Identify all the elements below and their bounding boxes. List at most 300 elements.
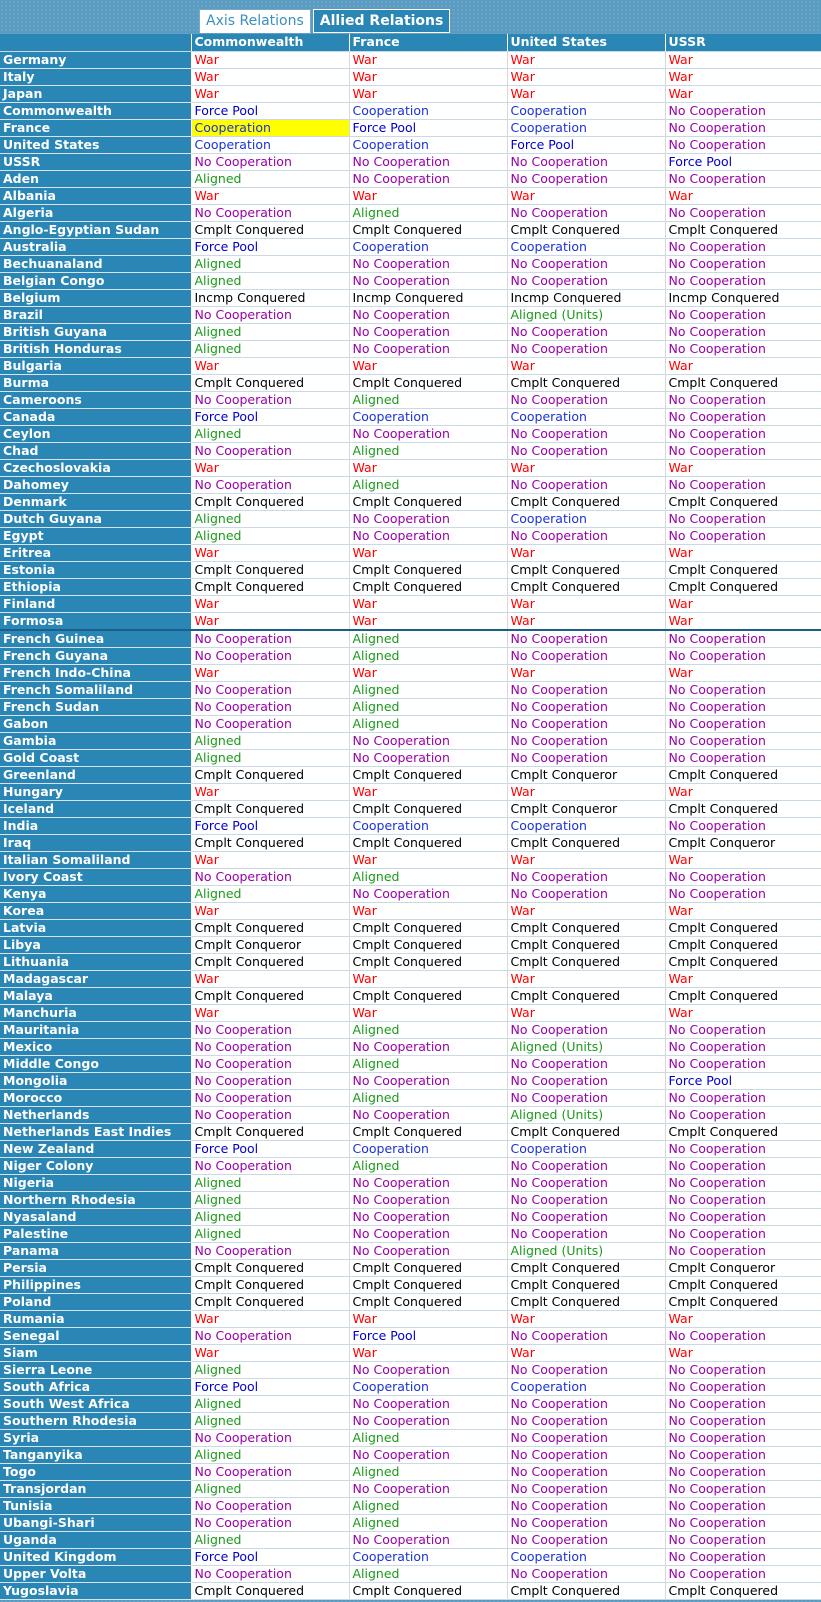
relation-cell[interactable]: No Cooperation [349,510,507,527]
relation-cell[interactable]: Cmplt Conquered [665,1582,821,1599]
relation-cell[interactable]: No Cooperation [665,323,821,340]
relation-cell[interactable]: No Cooperation [507,1191,665,1208]
relation-cell[interactable]: Cooperation [507,1378,665,1395]
relation-cell[interactable]: Cmplt Conquered [191,1276,349,1293]
relation-cell[interactable]: War [665,612,821,630]
relation-cell[interactable]: Cmplt Conquered [191,987,349,1004]
relation-cell[interactable]: No Cooperation [349,1480,507,1497]
relation-cell[interactable]: War [191,1344,349,1361]
relation-cell[interactable]: Aligned [191,527,349,544]
relation-cell[interactable]: Cmplt Conquered [191,578,349,595]
relation-cell[interactable]: Aligned [349,1021,507,1038]
relation-cell[interactable]: Aligned [191,255,349,272]
relation-cell[interactable]: Cooperation [349,102,507,119]
relation-cell[interactable]: Cmplt Conquered [191,800,349,817]
relation-cell[interactable]: No Cooperation [507,1463,665,1480]
relation-cell[interactable]: No Cooperation [349,323,507,340]
relation-cell[interactable]: War [349,1344,507,1361]
relation-cell[interactable]: Incmp Conquered [349,289,507,306]
relation-cell[interactable]: Aligned (Units) [507,1038,665,1055]
relation-cell[interactable]: Cmplt Conquered [191,221,349,238]
relation-cell[interactable]: War [665,902,821,919]
relation-cell[interactable]: No Cooperation [665,1446,821,1463]
relation-cell[interactable]: Force Pool [191,1140,349,1157]
relation-cell[interactable]: Cmplt Conquered [507,1123,665,1140]
relation-cell[interactable]: No Cooperation [349,1174,507,1191]
header-commonwealth[interactable]: Commonwealth [191,34,349,51]
relation-cell[interactable]: No Cooperation [665,1021,821,1038]
relation-cell[interactable]: Cmplt Conquered [191,1123,349,1140]
relation-cell[interactable]: No Cooperation [665,170,821,187]
relation-cell[interactable]: No Cooperation [349,170,507,187]
relation-cell[interactable]: No Cooperation [349,425,507,442]
relation-cell[interactable]: No Cooperation [665,1378,821,1395]
relation-cell[interactable]: Cmplt Conquered [507,953,665,970]
relation-cell[interactable]: No Cooperation [665,408,821,425]
relation-cell[interactable]: No Cooperation [665,1055,821,1072]
relation-cell[interactable]: War [665,187,821,204]
relation-cell[interactable]: No Cooperation [349,749,507,766]
relation-cell[interactable]: Cmplt Conquered [349,493,507,510]
relation-cell[interactable]: No Cooperation [665,1395,821,1412]
relation-cell[interactable]: No Cooperation [665,1463,821,1480]
relation-cell[interactable]: Cmplt Conquered [349,919,507,936]
relation-cell[interactable]: No Cooperation [665,1361,821,1378]
relation-cell[interactable]: War [507,970,665,987]
relation-cell[interactable]: No Cooperation [665,476,821,493]
relation-cell[interactable]: No Cooperation [665,102,821,119]
relation-cell[interactable]: No Cooperation [507,1021,665,1038]
relation-cell[interactable]: No Cooperation [665,1089,821,1106]
relation-cell[interactable]: Cooperation [507,102,665,119]
relation-cell[interactable]: War [507,459,665,476]
relation-cell[interactable]: No Cooperation [665,1548,821,1565]
relation-cell[interactable]: No Cooperation [665,1174,821,1191]
relation-cell[interactable]: No Cooperation [191,476,349,493]
relation-cell[interactable]: War [665,595,821,612]
relation-cell[interactable]: Aligned [191,425,349,442]
relation-cell[interactable]: No Cooperation [665,1140,821,1157]
relation-cell[interactable]: No Cooperation [507,476,665,493]
relation-cell[interactable]: Cmplt Conquered [349,936,507,953]
relation-cell[interactable]: No Cooperation [665,1531,821,1548]
relation-cell[interactable]: Cooperation [349,1140,507,1157]
relation-cell[interactable]: War [507,664,665,681]
relation-cell[interactable]: No Cooperation [349,1361,507,1378]
header-france[interactable]: France [349,34,507,51]
relation-cell[interactable]: No Cooperation [665,136,821,153]
relation-cell[interactable]: Cmplt Conquered [665,578,821,595]
relation-cell[interactable]: War [507,1310,665,1327]
relation-cell[interactable]: No Cooperation [507,1055,665,1072]
relation-cell[interactable]: Cmplt Conquered [665,800,821,817]
relation-cell[interactable]: No Cooperation [507,1497,665,1514]
relation-cell[interactable]: No Cooperation [191,1021,349,1038]
relation-cell[interactable]: Cmplt Conquered [191,374,349,391]
header-ussr[interactable]: USSR [665,34,821,51]
relation-cell[interactable]: Aligned [349,647,507,664]
relation-cell[interactable]: War [349,51,507,68]
relation-cell[interactable]: Aligned [349,1565,507,1582]
relation-cell[interactable]: War [507,357,665,374]
relation-cell[interactable]: Cmplt Conquered [665,561,821,578]
relation-cell[interactable]: No Cooperation [191,391,349,408]
relation-cell[interactable]: War [191,902,349,919]
relation-cell[interactable]: No Cooperation [665,1327,821,1344]
relation-cell[interactable]: War [191,1004,349,1021]
relation-cell[interactable]: Aligned [191,272,349,289]
relation-cell[interactable]: Cooperation [349,1548,507,1565]
relation-cell[interactable]: Cmplt Conquered [665,987,821,1004]
relation-cell[interactable]: No Cooperation [191,715,349,732]
relation-cell[interactable]: No Cooperation [191,204,349,221]
relation-cell[interactable]: War [191,68,349,85]
relation-cell[interactable]: No Cooperation [507,681,665,698]
relation-cell[interactable]: No Cooperation [507,1412,665,1429]
relation-cell[interactable]: War [507,68,665,85]
relation-cell[interactable]: No Cooperation [191,306,349,323]
relation-cell[interactable]: No Cooperation [507,170,665,187]
relation-cell[interactable]: Aligned [191,1531,349,1548]
relation-cell[interactable]: No Cooperation [191,868,349,885]
relation-cell[interactable]: Cmplt Conquered [191,1582,349,1599]
relation-cell[interactable]: Cmplt Conquered [507,1276,665,1293]
relation-cell[interactable]: No Cooperation [191,630,349,648]
relation-cell[interactable]: War [349,1310,507,1327]
relation-cell[interactable]: No Cooperation [665,1191,821,1208]
relation-cell[interactable]: Aligned [191,749,349,766]
relation-cell[interactable]: Force Pool [507,136,665,153]
relation-cell[interactable]: No Cooperation [507,749,665,766]
relation-cell[interactable]: War [349,783,507,800]
relation-cell[interactable]: Cmplt Conquered [191,1259,349,1276]
relation-cell[interactable]: No Cooperation [507,1531,665,1548]
relation-cell[interactable]: No Cooperation [507,1480,665,1497]
relation-cell[interactable]: Cmplt Conquered [665,919,821,936]
relation-cell[interactable]: Cmplt Conquered [665,766,821,783]
relation-cell[interactable]: Cmplt Conquered [349,953,507,970]
relation-cell[interactable]: No Cooperation [507,1565,665,1582]
relation-cell[interactable]: Cmplt Conquered [349,1123,507,1140]
relation-cell[interactable]: Cooperation [349,817,507,834]
relation-cell[interactable]: Aligned [191,1208,349,1225]
relation-cell[interactable]: Aligned [349,698,507,715]
relation-cell[interactable]: War [191,187,349,204]
relation-cell[interactable]: No Cooperation [665,1242,821,1259]
relation-cell[interactable]: Aligned [349,1497,507,1514]
relation-cell[interactable]: War [191,544,349,561]
relation-cell[interactable]: Cmplt Conquered [191,919,349,936]
relation-cell[interactable]: No Cooperation [665,255,821,272]
relation-cell[interactable]: Cmplt Conquered [349,1276,507,1293]
relation-cell[interactable]: War [665,459,821,476]
relation-cell[interactable]: War [665,970,821,987]
relation-cell[interactable]: War [191,51,349,68]
relation-cell[interactable]: No Cooperation [507,153,665,170]
relation-cell[interactable]: No Cooperation [665,391,821,408]
relation-cell[interactable]: War [191,783,349,800]
relation-cell[interactable]: No Cooperation [349,272,507,289]
relation-cell[interactable]: Aligned (Units) [507,1106,665,1123]
relation-cell[interactable]: No Cooperation [665,306,821,323]
relation-cell[interactable]: No Cooperation [349,306,507,323]
relation-cell[interactable]: Cmplt Conquered [507,919,665,936]
relation-cell[interactable]: No Cooperation [665,817,821,834]
relation-cell[interactable]: Cmplt Conquered [507,374,665,391]
relation-cell[interactable]: No Cooperation [191,681,349,698]
relation-cell[interactable]: War [191,595,349,612]
relation-cell[interactable]: No Cooperation [349,1412,507,1429]
relation-cell[interactable]: War [349,664,507,681]
relation-cell[interactable]: Cmplt Conquered [191,953,349,970]
relation-cell[interactable]: Cmplt Conquered [665,953,821,970]
relation-cell[interactable]: No Cooperation [507,868,665,885]
relation-cell[interactable]: No Cooperation [507,1225,665,1242]
relation-cell[interactable]: War [349,595,507,612]
relation-cell[interactable]: No Cooperation [349,1225,507,1242]
relation-cell[interactable]: Aligned [191,1480,349,1497]
relation-cell[interactable]: No Cooperation [665,732,821,749]
relation-cell[interactable]: Cmplt Conquered [349,834,507,851]
relation-cell[interactable]: Cmplt Conquered [507,834,665,851]
relation-cell[interactable]: War [507,187,665,204]
relation-cell[interactable]: War [349,187,507,204]
relation-cell[interactable]: War [665,851,821,868]
relation-cell[interactable]: Cooperation [507,817,665,834]
relation-cell[interactable]: Cooperation [507,408,665,425]
relation-cell[interactable]: Aligned [349,391,507,408]
relation-cell[interactable]: Aligned [349,681,507,698]
relation-cell[interactable]: Cmplt Conqueror [191,936,349,953]
tab-axis-relations[interactable]: Axis Relations [199,9,311,33]
relation-cell[interactable]: Cmplt Conquered [507,561,665,578]
relation-cell[interactable]: Cooperation [349,408,507,425]
relation-cell[interactable]: No Cooperation [349,1242,507,1259]
relation-cell[interactable]: No Cooperation [191,1497,349,1514]
relation-cell[interactable]: No Cooperation [665,868,821,885]
relation-cell[interactable]: No Cooperation [349,1208,507,1225]
relation-cell[interactable]: Aligned [191,1395,349,1412]
relation-cell[interactable]: War [191,851,349,868]
relation-cell[interactable]: Force Pool [349,119,507,136]
relation-cell[interactable]: No Cooperation [665,425,821,442]
relation-cell[interactable]: Cmplt Conquered [507,1293,665,1310]
relation-cell[interactable]: No Cooperation [349,255,507,272]
relation-cell[interactable]: Force Pool [191,817,349,834]
relation-cell[interactable]: Cmplt Conquered [507,1259,665,1276]
relation-cell[interactable]: No Cooperation [665,630,821,648]
relation-cell[interactable]: War [507,51,665,68]
relation-cell[interactable]: No Cooperation [191,1106,349,1123]
relation-cell[interactable]: No Cooperation [665,1565,821,1582]
relation-cell[interactable]: No Cooperation [191,1072,349,1089]
relation-cell[interactable]: War [191,459,349,476]
relation-cell[interactable]: Aligned [191,323,349,340]
relation-cell[interactable]: No Cooperation [191,1514,349,1531]
relation-cell[interactable]: War [507,595,665,612]
relation-cell[interactable]: No Cooperation [507,1429,665,1446]
relation-cell[interactable]: War [665,664,821,681]
relation-cell[interactable]: War [349,851,507,868]
relation-cell[interactable]: No Cooperation [191,1463,349,1480]
relation-cell[interactable]: War [665,85,821,102]
relation-cell[interactable]: Cmplt Conqueror [507,800,665,817]
relation-cell[interactable]: Force Pool [349,1327,507,1344]
relation-cell[interactable]: Aligned [349,1055,507,1072]
relation-cell[interactable]: No Cooperation [665,1225,821,1242]
relation-cell[interactable]: No Cooperation [665,1412,821,1429]
relation-cell[interactable]: Cmplt Conquered [349,766,507,783]
relation-cell[interactable]: Cmplt Conquered [665,493,821,510]
relation-cell[interactable]: No Cooperation [507,630,665,648]
relation-cell[interactable]: Cmplt Conquered [665,1293,821,1310]
relation-cell[interactable]: Cmplt Conquered [665,936,821,953]
relation-cell[interactable]: Force Pool [191,1378,349,1395]
relation-cell[interactable]: Aligned [191,1446,349,1463]
relation-cell[interactable]: No Cooperation [507,1157,665,1174]
relation-cell[interactable]: No Cooperation [507,323,665,340]
relation-cell[interactable]: Cmplt Conquered [507,221,665,238]
relation-cell[interactable]: Aligned [349,442,507,459]
relation-cell[interactable]: Aligned [349,630,507,648]
relation-cell[interactable]: Aligned [191,340,349,357]
relation-cell[interactable]: Cmplt Conquered [507,936,665,953]
relation-cell[interactable]: War [191,1310,349,1327]
relation-cell[interactable]: Cmplt Conquered [349,1259,507,1276]
relation-cell[interactable]: No Cooperation [507,255,665,272]
relation-cell[interactable]: Cmplt Conquered [507,493,665,510]
relation-cell[interactable]: Aligned [349,715,507,732]
relation-cell[interactable]: No Cooperation [507,204,665,221]
relation-cell[interactable]: War [349,612,507,630]
relation-cell[interactable]: Cmplt Conquered [665,221,821,238]
relation-cell[interactable]: Aligned (Units) [507,306,665,323]
relation-cell[interactable]: Cooperation [349,136,507,153]
relation-cell[interactable]: Cmplt Conquered [349,1293,507,1310]
relation-cell[interactable]: War [349,85,507,102]
relation-cell[interactable]: War [665,1344,821,1361]
relation-cell[interactable]: No Cooperation [665,442,821,459]
relation-cell[interactable]: Cmplt Conqueror [507,766,665,783]
relation-cell[interactable]: Cmplt Conquered [349,221,507,238]
relation-cell[interactable]: War [665,544,821,561]
relation-cell[interactable]: Cmplt Conquered [507,987,665,1004]
relation-cell[interactable]: Cmplt Conquered [191,561,349,578]
relation-cell[interactable]: No Cooperation [665,698,821,715]
relation-cell[interactable]: No Cooperation [349,885,507,902]
relation-cell[interactable]: Cmplt Conqueror [665,834,821,851]
relation-cell[interactable]: No Cooperation [665,340,821,357]
relation-cell[interactable]: No Cooperation [665,885,821,902]
relation-cell[interactable]: War [507,1004,665,1021]
relation-cell[interactable]: No Cooperation [665,1157,821,1174]
relation-cell[interactable]: Aligned [191,1225,349,1242]
relation-cell[interactable]: No Cooperation [665,1429,821,1446]
relation-cell[interactable]: No Cooperation [191,442,349,459]
relation-cell[interactable]: Cmplt Conquered [349,374,507,391]
relation-cell[interactable]: No Cooperation [665,681,821,698]
relation-cell[interactable]: Cmplt Conquered [191,766,349,783]
header-united-states[interactable]: United States [507,34,665,51]
relation-cell[interactable]: No Cooperation [507,647,665,664]
relation-cell[interactable]: Cmplt Conquered [191,493,349,510]
relation-cell[interactable]: Cmplt Conquered [507,1582,665,1599]
relation-cell[interactable]: Incmp Conquered [507,289,665,306]
relation-cell[interactable]: Cooperation [507,238,665,255]
relation-cell[interactable]: Aligned [191,1191,349,1208]
relation-cell[interactable]: No Cooperation [191,1157,349,1174]
relation-cell[interactable]: War [349,1004,507,1021]
relation-cell[interactable]: Cooperation [507,119,665,136]
relation-cell[interactable]: Cmplt Conquered [191,1293,349,1310]
relation-cell[interactable]: Cooperation [191,136,349,153]
relation-cell[interactable]: No Cooperation [191,1055,349,1072]
relation-cell[interactable]: No Cooperation [665,1497,821,1514]
relation-cell[interactable]: No Cooperation [191,1565,349,1582]
relation-cell[interactable]: Aligned [349,868,507,885]
relation-cell[interactable]: Aligned [191,732,349,749]
relation-cell[interactable]: No Cooperation [191,1242,349,1259]
relation-cell[interactable]: No Cooperation [507,340,665,357]
relation-cell[interactable]: Cmplt Conquered [665,374,821,391]
relation-cell[interactable]: Cmplt Conquered [349,800,507,817]
relation-cell[interactable]: Cooperation [349,238,507,255]
relation-cell[interactable]: Cmplt Conquered [665,1123,821,1140]
relation-cell[interactable]: Incmp Conquered [191,289,349,306]
relation-cell[interactable]: War [665,1004,821,1021]
relation-cell[interactable]: No Cooperation [665,510,821,527]
relation-cell[interactable]: War [191,664,349,681]
relation-cell[interactable]: Aligned [191,885,349,902]
relation-cell[interactable]: No Cooperation [507,698,665,715]
relation-cell[interactable]: No Cooperation [349,1038,507,1055]
relation-cell[interactable]: Aligned [349,476,507,493]
relation-cell[interactable]: War [665,51,821,68]
relation-cell[interactable]: No Cooperation [349,340,507,357]
relation-cell[interactable]: No Cooperation [349,1191,507,1208]
relation-cell[interactable]: War [507,1344,665,1361]
relation-cell[interactable]: No Cooperation [507,732,665,749]
relation-cell[interactable]: Aligned [349,1429,507,1446]
relation-cell[interactable]: No Cooperation [349,1106,507,1123]
relation-cell[interactable]: War [507,902,665,919]
relation-cell[interactable]: Cmplt Conquered [349,1582,507,1599]
relation-cell[interactable]: Aligned [349,1157,507,1174]
relation-cell[interactable]: War [507,544,665,561]
relation-cell[interactable]: War [507,85,665,102]
relation-cell[interactable]: No Cooperation [507,1514,665,1531]
relation-cell[interactable]: No Cooperation [349,1072,507,1089]
relation-cell[interactable]: No Cooperation [349,1531,507,1548]
relation-cell[interactable]: War [349,68,507,85]
relation-cell[interactable]: Force Pool [191,408,349,425]
relation-cell[interactable]: No Cooperation [665,1514,821,1531]
relation-cell[interactable]: Cmplt Conquered [665,1276,821,1293]
relation-cell[interactable]: Cmplt Conquered [507,578,665,595]
relation-cell[interactable]: War [191,970,349,987]
relation-cell[interactable]: No Cooperation [665,238,821,255]
relation-cell[interactable]: No Cooperation [665,1480,821,1497]
relation-cell[interactable]: No Cooperation [665,1208,821,1225]
relation-cell[interactable]: War [349,902,507,919]
relation-cell[interactable]: No Cooperation [191,1038,349,1055]
relation-cell[interactable]: No Cooperation [507,1327,665,1344]
relation-cell[interactable]: War [191,357,349,374]
relation-cell[interactable]: No Cooperation [665,647,821,664]
relation-cell[interactable]: Cmplt Conquered [191,834,349,851]
relation-cell[interactable]: No Cooperation [191,698,349,715]
relation-cell[interactable]: Cmplt Conqueror [665,1259,821,1276]
